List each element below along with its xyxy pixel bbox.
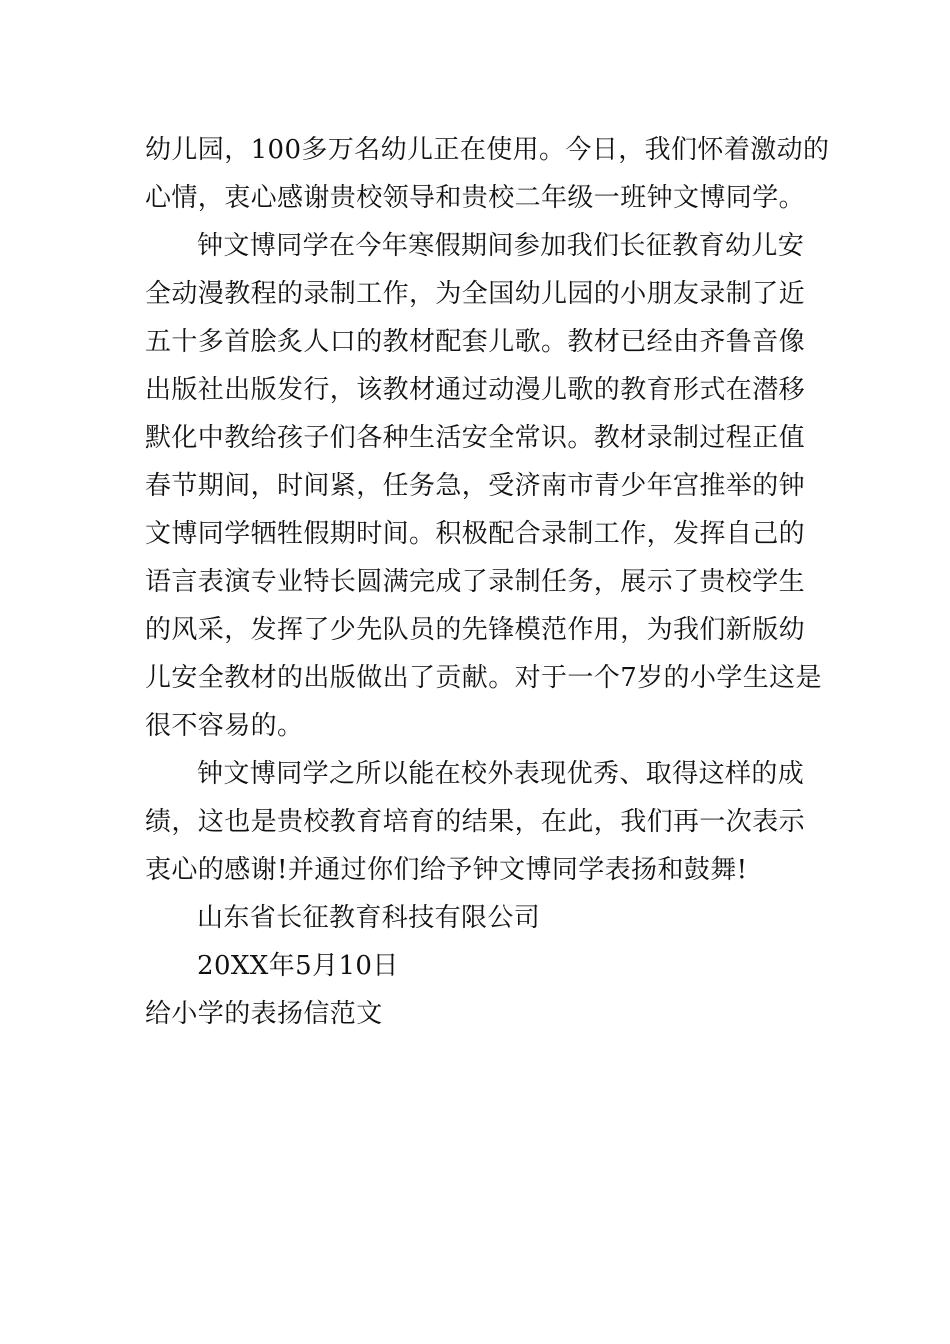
paragraph-line: 很不容易的。 [145, 711, 304, 741]
paragraph-line: 文博同学牺牲假期时间。积极配合录制工作，发挥自己的 [145, 519, 806, 549]
paragraph-line: 儿安全教材的出版做出了贡献。对于一个7岁的小学生这是 [145, 663, 822, 693]
paragraph-line: 绩，这也是贵校教育培育的结果，在此，我们再一次表示 [145, 807, 806, 837]
paragraph-1 [145, 126, 830, 222]
paragraph-line: 五十多首脍炙人口的教材配套儿歌。教材已经由齐鲁音像 [145, 327, 806, 357]
paragraph-line: 默化中教给孩子们各种生活安全常识。教材录制过程正值 [145, 423, 806, 453]
paragraph-line: 出版社出版发行，该教材通过动漫儿歌的教育形式在潜移 [145, 375, 806, 405]
paragraph-line: 春节期间，时间紧，任务急，受济南市青少年宫推举的钟 [145, 471, 806, 501]
paragraph-line: 钟文博同学之所以能在校外表现优秀、取得这样的成 [197, 759, 805, 789]
signature-date: 20XX年5月10日 [197, 951, 399, 981]
paragraph-line: 的风采，发挥了少先队员的先锋模范作用，为我们新版幼 [145, 615, 806, 645]
paragraph-line: 语言表演专业特长圆满完成了录制任务，展示了贵校学生 [145, 567, 806, 597]
section-title: 给小学的表扬信范文 [145, 999, 383, 1029]
paragraph-line: 全动漫教程的录制工作，为全国幼儿园的小朋友录制了近 [145, 279, 806, 309]
paragraph-line: 钟文博同学在今年寒假期间参加我们长征教育幼儿安 [197, 231, 805, 261]
signature-company: 山东省长征教育科技有限公司 [197, 903, 541, 933]
paragraph-line: 幼儿园，100多万名幼儿正在使用。今日，我们怀着激动的 [145, 135, 830, 165]
paragraph-2 [145, 222, 822, 750]
document-page [145, 126, 830, 1038]
paragraph-line: 衷心的感谢!并通过你们给予钟文博同学表扬和鼓舞! [145, 855, 748, 885]
paragraph-3 [145, 750, 807, 894]
paragraph-line: 心情，衷心感谢贵校领导和贵校二年级一班钟文博同学。 [145, 183, 806, 213]
